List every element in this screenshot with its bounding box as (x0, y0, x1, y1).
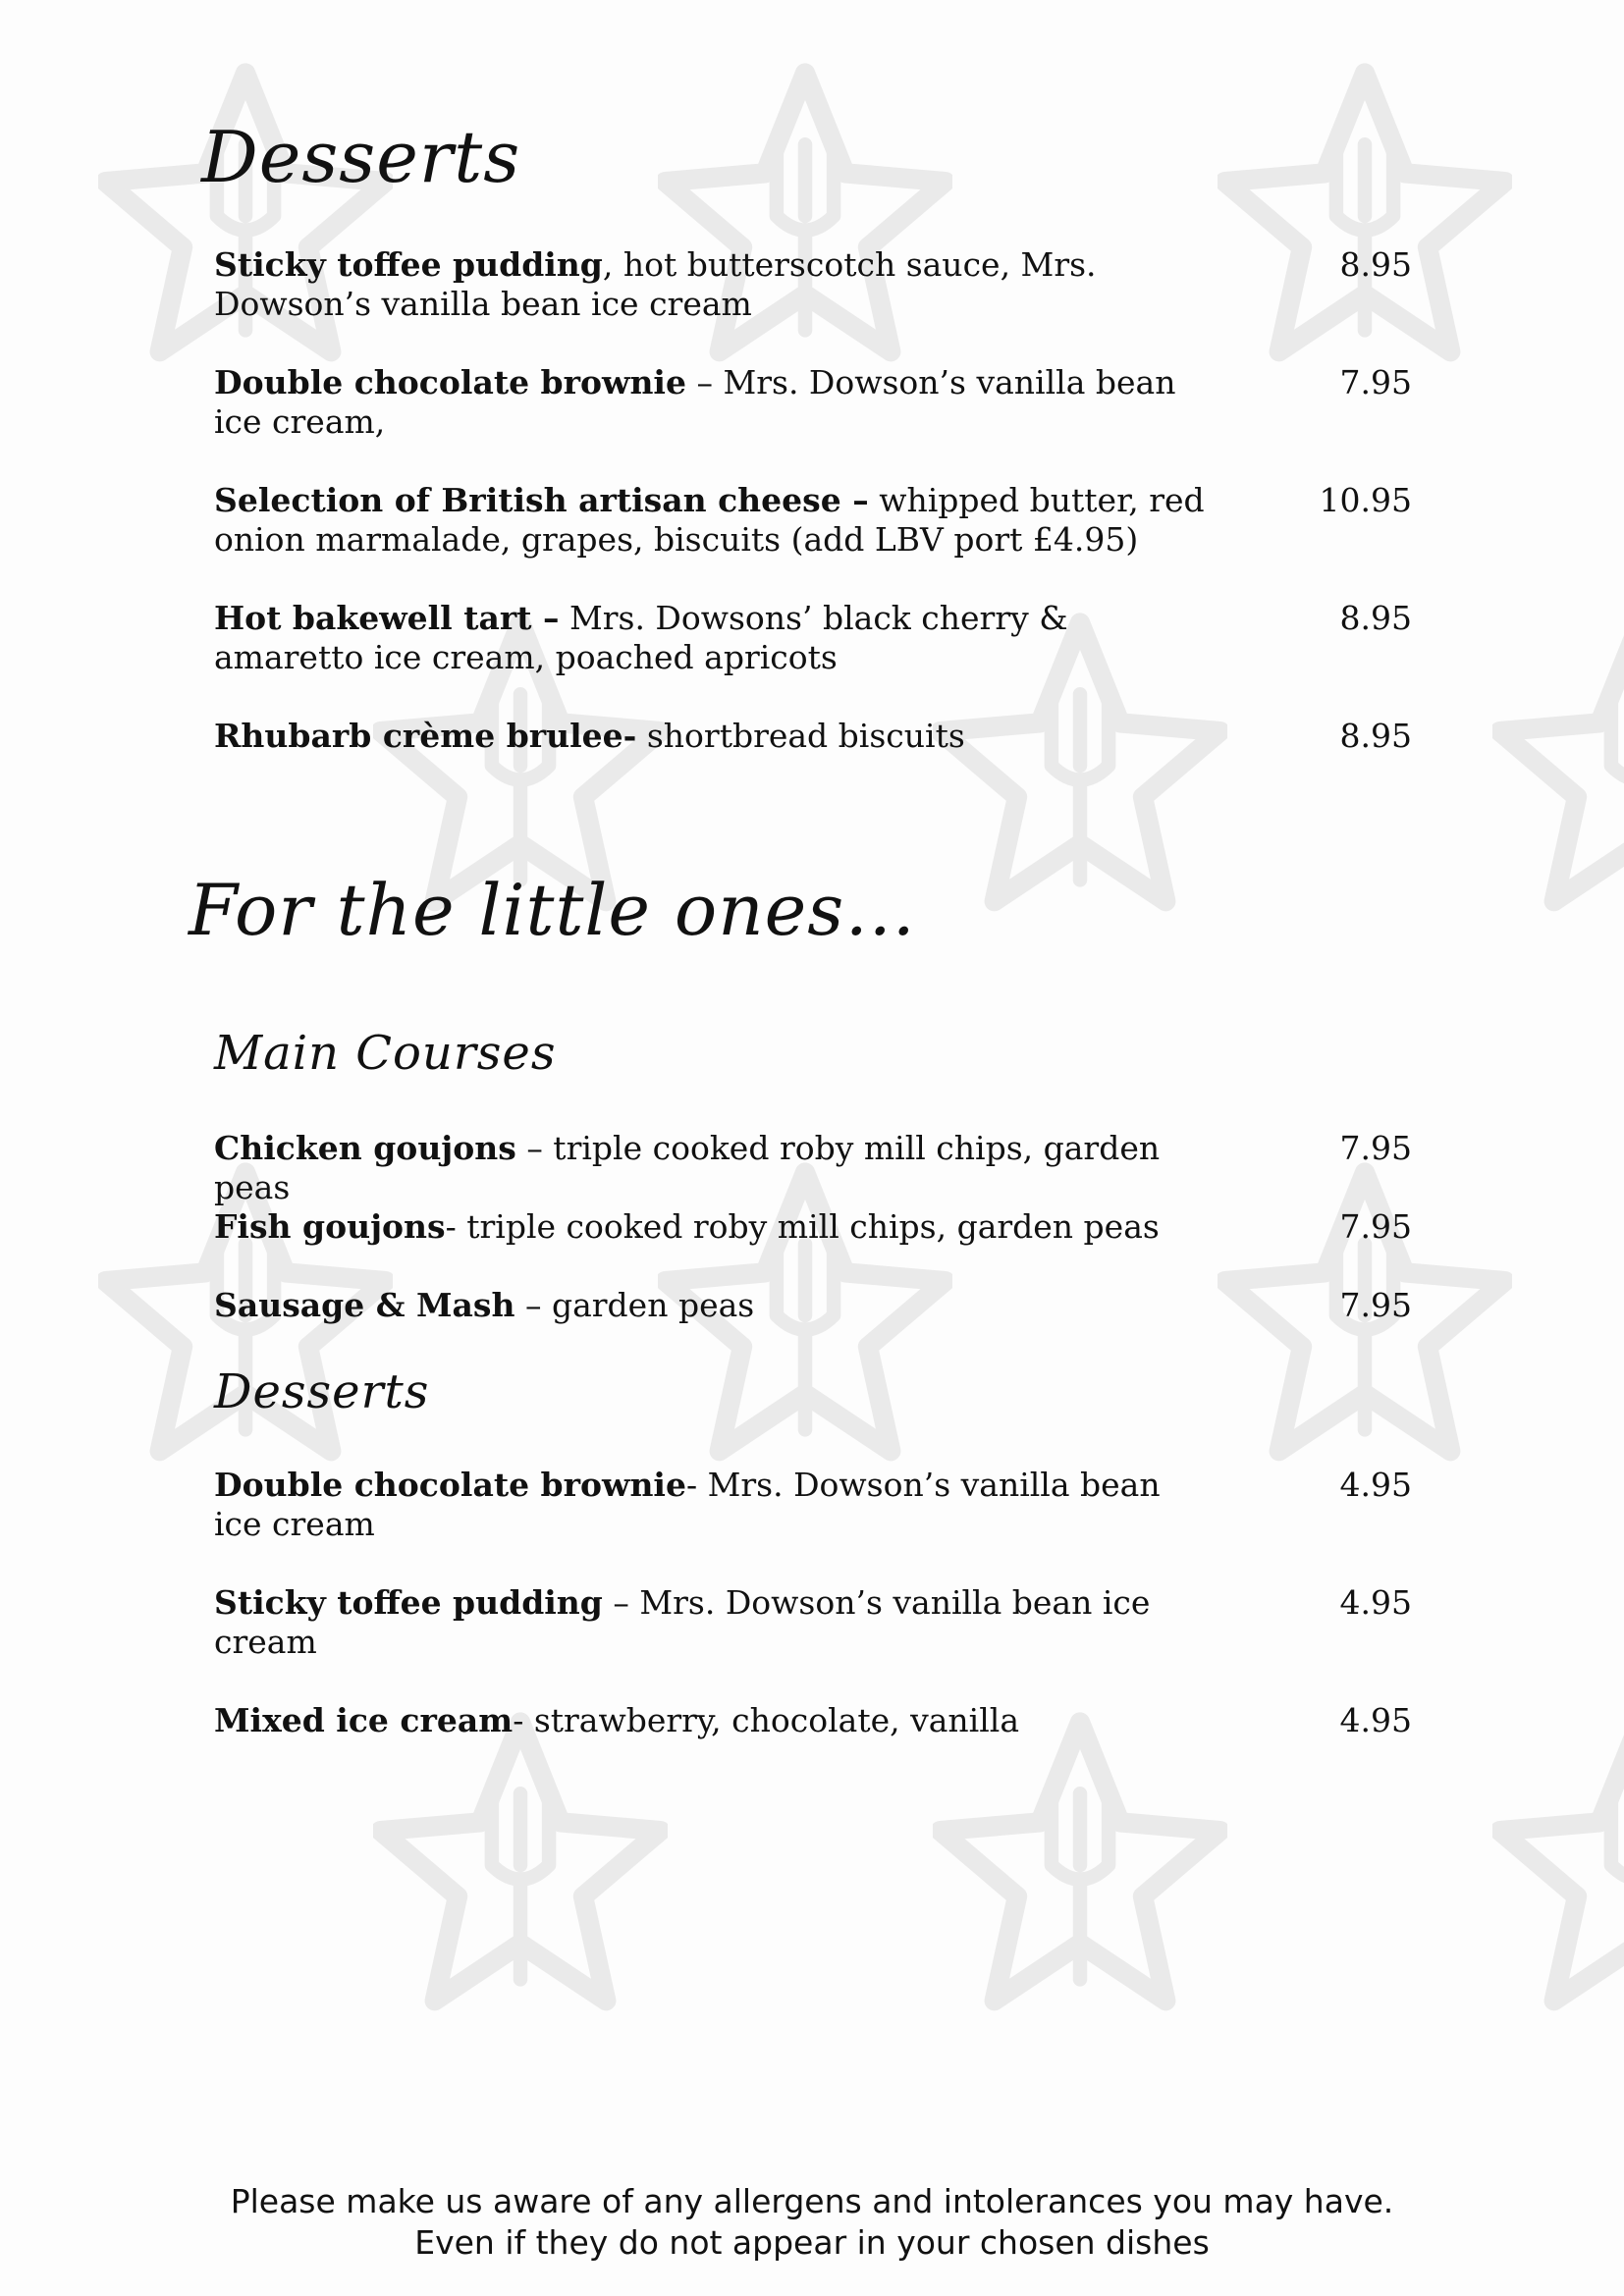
item-name: Double chocolate brownie (214, 1466, 686, 1504)
menu-item (214, 717, 1412, 756)
item-description: – triple cooked roby mill chips, garden peas (214, 1129, 1161, 1206)
item-description: – Mrs. Dowson’s vanilla bean ice cream, (214, 363, 1176, 441)
item-price: 8.95 (1339, 717, 1412, 755)
item-name: Double chocolate brownie (214, 363, 686, 401)
menu-item (214, 1466, 1412, 1544)
menu-item (214, 599, 1412, 677)
item-description: – garden peas (514, 1286, 755, 1324)
item-name: Sticky toffee pudding (214, 1583, 603, 1622)
item-description: , hot butterscotch sauce, Mrs. Dowson’s vanilla bean ice cream (214, 245, 1097, 323)
allergen-notice-line1: Please make us aware of any allergens and intolerances you may have. (230, 2182, 1394, 2220)
item-price: 8.95 (1339, 599, 1412, 637)
star-fork-icon (658, 59, 952, 373)
item-name: Sticky toffee pudding (214, 245, 603, 284)
item-price: 8.95 (1339, 245, 1412, 284)
item-description: shortbread biscuits (636, 717, 965, 755)
kids-mains-heading: Main Courses (214, 1026, 557, 1081)
star-fork-icon (933, 1708, 1227, 2022)
star-fork-icon (373, 1708, 668, 2022)
item-description: - Mrs. Dowson’s vanilla bean ice cream (214, 1466, 1161, 1543)
allergen-notice-line2: Even if they do not appear in your chosen dishes (414, 2223, 1210, 2262)
item-name: Selection of British artisan cheese – (214, 481, 869, 519)
little-ones-heading: For the little ones… (189, 869, 917, 951)
menu-item (214, 1286, 1412, 1325)
item-name: Mixed ice cream (214, 1701, 514, 1739)
item-name: Chicken goujons (214, 1129, 516, 1167)
star-fork-icon (1492, 609, 1624, 923)
item-description: Mrs. Dowsons’ black cherry & amaretto ice cream, poached apricots (214, 599, 1068, 676)
item-description: whipped butter, red onion marmalade, grapes, biscuits (add LBV port £4.95) (214, 481, 1205, 559)
star-fork-icon (98, 59, 393, 373)
item-name: Hot bakewell tart – (214, 599, 560, 637)
star-fork-icon (1492, 1708, 1624, 2022)
desserts-heading: Desserts (201, 116, 521, 198)
allergen-notice (0, 2181, 1624, 2264)
item-price: 10.95 (1319, 481, 1412, 519)
item-name: Fish goujons (214, 1207, 446, 1246)
kids-desserts-heading: Desserts (214, 1364, 430, 1419)
item-price: 4.95 (1339, 1466, 1412, 1504)
item-description: - triple cooked roby mill chips, garden peas (445, 1207, 1160, 1246)
menu-item (214, 1207, 1412, 1247)
item-price: 7.95 (1339, 363, 1412, 401)
menu-item (214, 363, 1412, 442)
item-price: 7.95 (1339, 1129, 1412, 1167)
item-price: 7.95 (1339, 1286, 1412, 1324)
item-name: Rhubarb crème brulee- (214, 717, 637, 755)
star-fork-icon (1218, 59, 1512, 373)
item-price: 4.95 (1339, 1583, 1412, 1622)
item-description: – Mrs. Dowson’s vanilla bean ice cream (214, 1583, 1151, 1661)
menu-item (214, 481, 1412, 560)
menu-item (214, 245, 1412, 324)
menu-item (214, 1701, 1412, 1740)
item-name: Sausage & Mash (214, 1286, 515, 1324)
item-price: 7.95 (1339, 1207, 1412, 1246)
menu-item (214, 1129, 1412, 1207)
menu-item (214, 1583, 1412, 1662)
item-price: 4.95 (1339, 1701, 1412, 1739)
item-description: - strawberry, chocolate, vanilla (513, 1701, 1020, 1739)
